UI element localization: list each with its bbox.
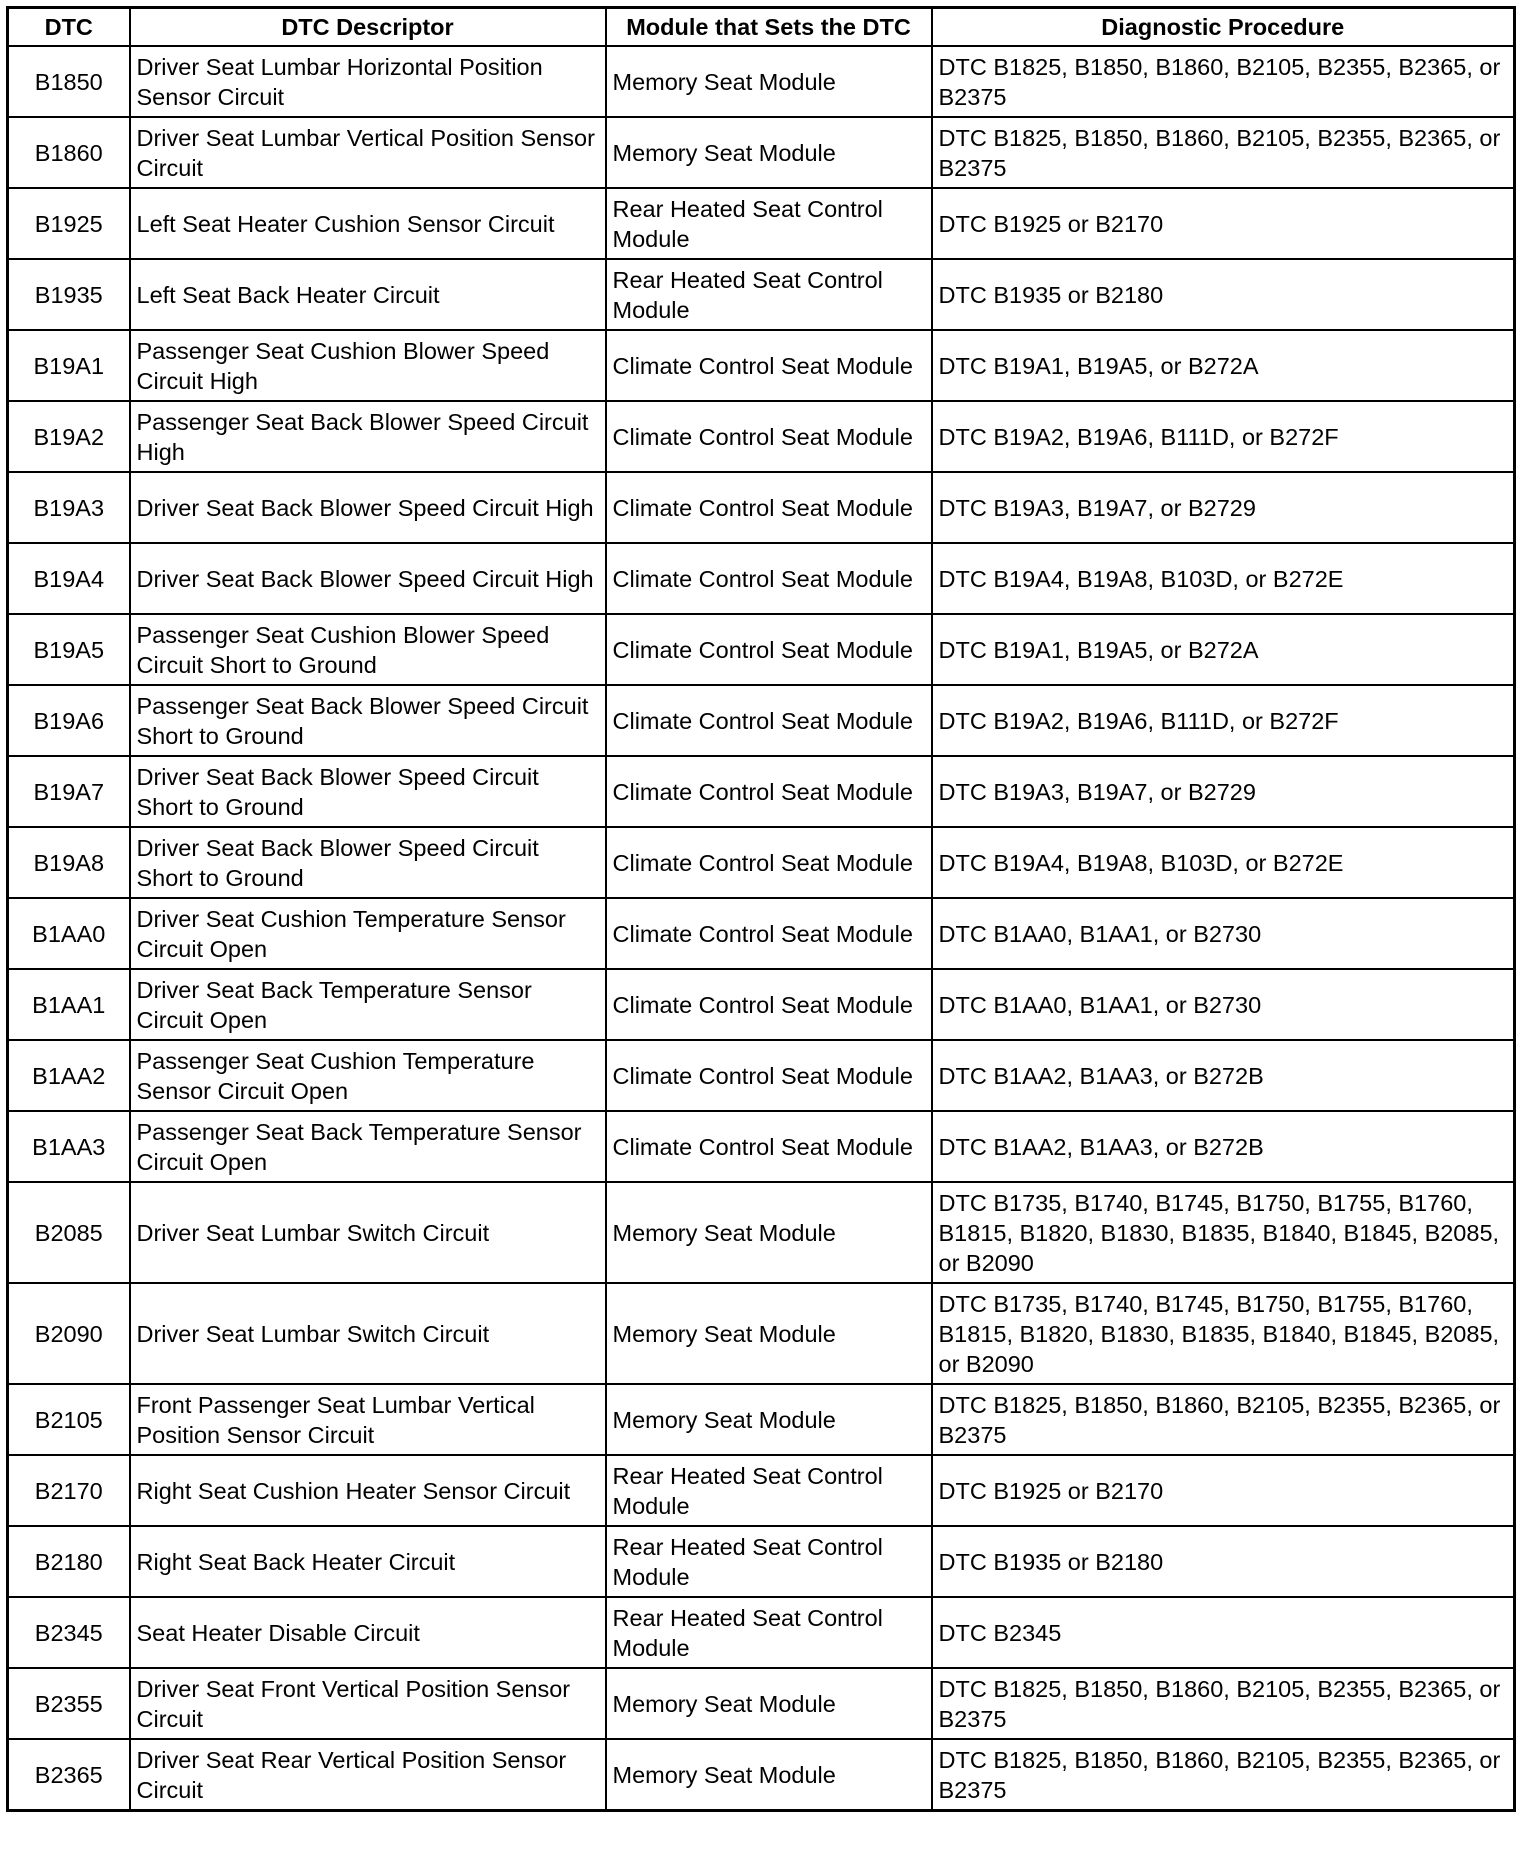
dtc-module: Memory Seat Module [606,1668,932,1739]
dtc-module: Memory Seat Module [606,1739,932,1811]
dtc-descriptor: Driver Seat Back Temperature Sensor Circuit Open [130,969,606,1040]
dtc-descriptor: Passenger Seat Cushion Blower Speed Circuit High [130,330,606,401]
dtc-module: Climate Control Seat Module [606,1111,932,1182]
dtc-procedure: DTC B19A3, B19A7, or B2729 [932,756,1515,827]
table-row [8,188,1515,259]
table-row [8,330,1515,401]
header-diagnostic-procedure: Diagnostic Procedure [932,8,1515,47]
dtc-module: Rear Heated Seat Control Module [606,1526,932,1597]
dtc-descriptor: Passenger Seat Back Blower Speed Circuit Short to Ground [130,685,606,756]
dtc-procedure: DTC B1825, B1850, B1860, B2105, B2355, B2365, or B2375 [932,1384,1515,1455]
dtc-code: B19A5 [8,614,130,685]
table-row [8,543,1515,614]
dtc-module: Climate Control Seat Module [606,401,932,472]
table-row [8,614,1515,685]
dtc-code: B2180 [8,1526,130,1597]
dtc-procedure: DTC B1AA0, B1AA1, or B2730 [932,969,1515,1040]
dtc-module: Climate Control Seat Module [606,898,932,969]
dtc-code: B19A2 [8,401,130,472]
dtc-descriptor: Driver Seat Front Vertical Position Sensor Circuit [130,1668,606,1739]
dtc-code: B19A6 [8,685,130,756]
dtc-module: Climate Control Seat Module [606,756,932,827]
header-row [8,8,1515,47]
table-row [8,1283,1515,1384]
dtc-code: B1860 [8,117,130,188]
dtc-descriptor: Passenger Seat Back Blower Speed Circuit High [130,401,606,472]
dtc-procedure: DTC B1925 or B2170 [932,1455,1515,1526]
dtc-procedure: DTC B1925 or B2170 [932,188,1515,259]
dtc-code: B19A4 [8,543,130,614]
dtc-code: B19A7 [8,756,130,827]
table-row [8,46,1515,117]
dtc-procedure: DTC B1AA2, B1AA3, or B272B [932,1111,1515,1182]
table-row [8,1182,1515,1283]
dtc-module: Memory Seat Module [606,1384,932,1455]
dtc-descriptor: Left Seat Heater Cushion Sensor Circuit [130,188,606,259]
dtc-procedure: DTC B1825, B1850, B1860, B2105, B2355, B2365, or B2375 [932,117,1515,188]
dtc-procedure: DTC B1825, B1850, B1860, B2105, B2355, B2365, or B2375 [932,1668,1515,1739]
dtc-procedure: DTC B1935 or B2180 [932,1526,1515,1597]
dtc-procedure: DTC B1825, B1850, B1860, B2105, B2355, B2365, or B2375 [932,46,1515,117]
table-row [8,117,1515,188]
header-dtc-descriptor: DTC Descriptor [130,8,606,47]
dtc-module: Memory Seat Module [606,117,932,188]
dtc-procedure: DTC B2345 [932,1597,1515,1668]
dtc-module: Climate Control Seat Module [606,472,932,543]
dtc-code: B19A1 [8,330,130,401]
dtc-module: Climate Control Seat Module [606,685,932,756]
dtc-procedure: DTC B1AA0, B1AA1, or B2730 [932,898,1515,969]
dtc-module: Rear Heated Seat Control Module [606,259,932,330]
dtc-procedure: DTC B19A2, B19A6, B111D, or B272F [932,401,1515,472]
table-row [8,1384,1515,1455]
dtc-procedure: DTC B19A3, B19A7, or B2729 [932,472,1515,543]
dtc-descriptor: Driver Seat Back Blower Speed Circuit Short to Ground [130,756,606,827]
dtc-procedure: DTC B1935 or B2180 [932,259,1515,330]
dtc-module: Memory Seat Module [606,1283,932,1384]
dtc-module: Climate Control Seat Module [606,1040,932,1111]
dtc-procedure: DTC B19A4, B19A8, B103D, or B272E [932,543,1515,614]
table-row [8,685,1515,756]
table-row [8,1455,1515,1526]
dtc-descriptor: Driver Seat Lumbar Vertical Position Sensor Circuit [130,117,606,188]
table-row [8,1668,1515,1739]
table-row [8,756,1515,827]
header-dtc: DTC [8,8,130,47]
dtc-code: B1AA0 [8,898,130,969]
table-row [8,259,1515,330]
table-row [8,898,1515,969]
dtc-module: Memory Seat Module [606,1182,932,1283]
dtc-descriptor: Driver Seat Rear Vertical Position Sensor Circuit [130,1739,606,1811]
header-module: Module that Sets the DTC [606,8,932,47]
table-row [8,401,1515,472]
table-row [8,969,1515,1040]
dtc-module: Climate Control Seat Module [606,969,932,1040]
dtc-module: Rear Heated Seat Control Module [606,1597,932,1668]
dtc-descriptor: Driver Seat Lumbar Switch Circuit [130,1182,606,1283]
dtc-descriptor: Driver Seat Back Blower Speed Circuit High [130,543,606,614]
dtc-procedure: DTC B1735, B1740, B1745, B1750, B1755, B1760, B1815, B1820, B1830, B1835, B1840, B1845, B2085, or B2090 [932,1283,1515,1384]
dtc-procedure: DTC B19A1, B19A5, or B272A [932,330,1515,401]
dtc-descriptor: Front Passenger Seat Lumbar Vertical Position Sensor Circuit [130,1384,606,1455]
dtc-descriptor: Driver Seat Back Blower Speed Circuit High [130,472,606,543]
dtc-code: B19A3 [8,472,130,543]
dtc-module: Climate Control Seat Module [606,614,932,685]
dtc-procedure: DTC B1AA2, B1AA3, or B272B [932,1040,1515,1111]
dtc-code: B2105 [8,1384,130,1455]
dtc-code: B1935 [8,259,130,330]
dtc-code: B1AA1 [8,969,130,1040]
table-row [8,827,1515,898]
dtc-descriptor: Passenger Seat Cushion Temperature Sensor Circuit Open [130,1040,606,1111]
dtc-code: B2345 [8,1597,130,1668]
dtc-table [6,6,1516,1812]
dtc-code: B2355 [8,1668,130,1739]
dtc-procedure: DTC B19A4, B19A8, B103D, or B272E [932,827,1515,898]
dtc-descriptor: Passenger Seat Back Temperature Sensor Circuit Open [130,1111,606,1182]
dtc-code: B19A8 [8,827,130,898]
dtc-descriptor: Driver Seat Lumbar Horizontal Position Sensor Circuit [130,46,606,117]
dtc-descriptor: Seat Heater Disable Circuit [130,1597,606,1668]
table-row [8,1040,1515,1111]
dtc-module: Rear Heated Seat Control Module [606,188,932,259]
dtc-code: B1AA2 [8,1040,130,1111]
dtc-descriptor: Right Seat Back Heater Circuit [130,1526,606,1597]
dtc-code: B2090 [8,1283,130,1384]
table-row [8,472,1515,543]
table-row [8,1111,1515,1182]
dtc-module: Memory Seat Module [606,46,932,117]
dtc-module: Rear Heated Seat Control Module [606,1455,932,1526]
dtc-descriptor: Driver Seat Lumbar Switch Circuit [130,1283,606,1384]
dtc-module: Climate Control Seat Module [606,827,932,898]
dtc-code: B2170 [8,1455,130,1526]
dtc-module: Climate Control Seat Module [606,330,932,401]
dtc-descriptor: Right Seat Cushion Heater Sensor Circuit [130,1455,606,1526]
dtc-code: B2085 [8,1182,130,1283]
dtc-code: B1925 [8,188,130,259]
dtc-descriptor: Driver Seat Cushion Temperature Sensor Circuit Open [130,898,606,969]
dtc-descriptor: Left Seat Back Heater Circuit [130,259,606,330]
dtc-code: B1AA3 [8,1111,130,1182]
dtc-descriptor: Driver Seat Back Blower Speed Circuit Short to Ground [130,827,606,898]
dtc-code: B2365 [8,1739,130,1811]
dtc-procedure: DTC B1735, B1740, B1745, B1750, B1755, B1760, B1815, B1820, B1830, B1835, B1840, B1845, B2085, or B2090 [932,1182,1515,1283]
dtc-procedure: DTC B1825, B1850, B1860, B2105, B2355, B2365, or B2375 [932,1739,1515,1811]
dtc-module: Climate Control Seat Module [606,543,932,614]
dtc-procedure: DTC B19A2, B19A6, B111D, or B272F [932,685,1515,756]
dtc-code: B1850 [8,46,130,117]
table-row [8,1597,1515,1668]
table-row [8,1526,1515,1597]
table-row [8,1739,1515,1811]
dtc-procedure: DTC B19A1, B19A5, or B272A [932,614,1515,685]
dtc-descriptor: Passenger Seat Cushion Blower Speed Circuit Short to Ground [130,614,606,685]
